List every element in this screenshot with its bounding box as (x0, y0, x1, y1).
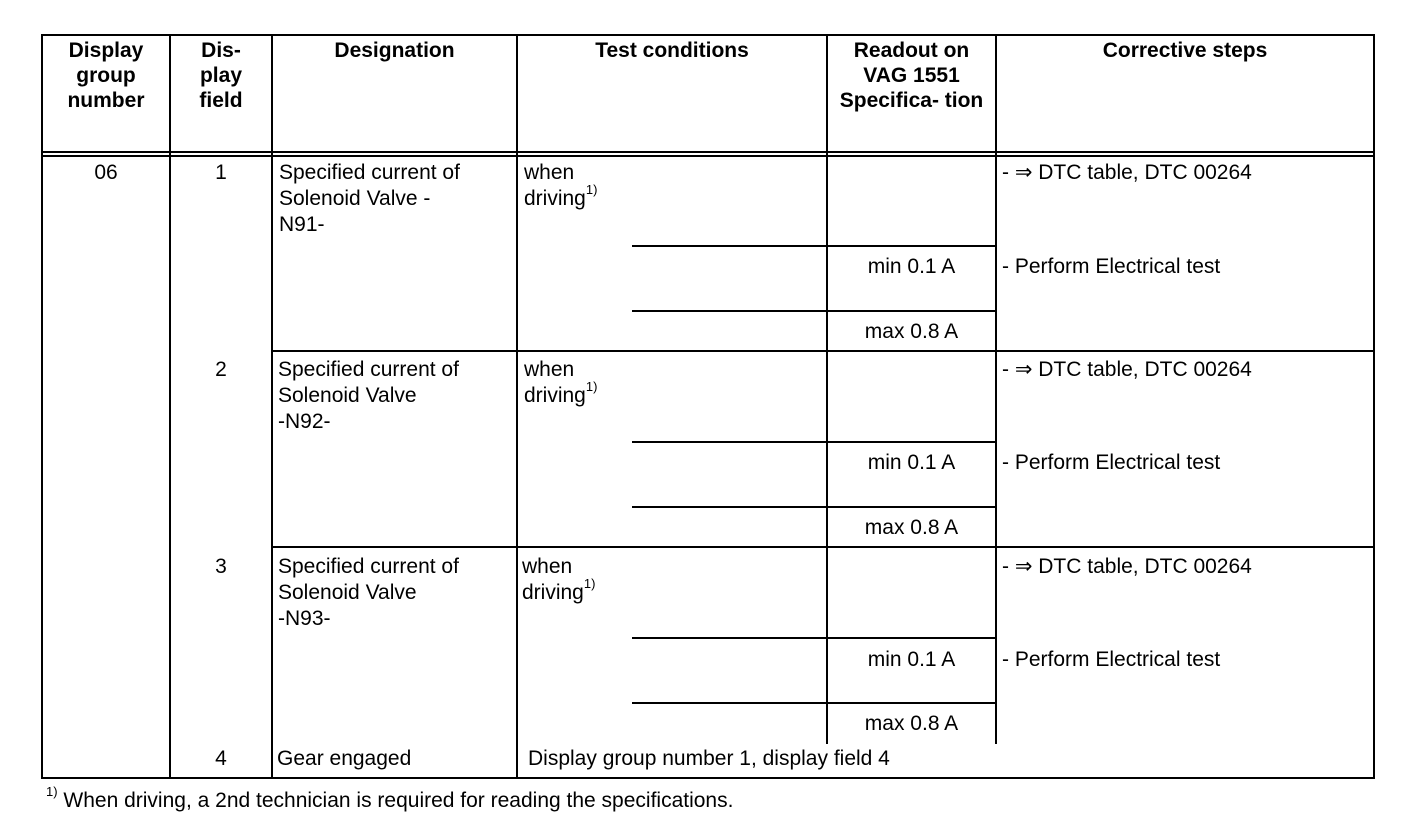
corrective-step-dtc: - ⇒ DTC table, DTC 00264 (1002, 358, 1252, 381)
spec-line (632, 637, 996, 639)
group-number: 06 (94, 161, 118, 184)
header-test-conditions: Test conditions (595, 39, 749, 62)
corrective-step-electrical: - Perform Electrical test (1002, 648, 1221, 671)
footnote-mark: 1) (585, 182, 598, 197)
header-readout: Readout on VAG 1551 Specifica- tion (839, 39, 984, 112)
corrective-step-dtc: - ⇒ DTC table, DTC 00264 (1002, 555, 1252, 578)
spec-min: min 0.1 A (867, 648, 956, 671)
header-separator (41, 151, 1375, 153)
col-divider-3 (516, 34, 518, 779)
footnote-mark: 1) (583, 576, 596, 591)
designation-line: Solenoid Valve (278, 581, 417, 604)
display-field: 4 (215, 747, 227, 770)
test-condition-driving: driving$^{1)}$ (522, 576, 596, 604)
footnote: $^{1)}$ When driving, a 2nd technician is required for reading the specifications. (46, 784, 734, 812)
spec-max: max 0.8 A (864, 516, 959, 539)
spec-line (632, 506, 996, 508)
designation-line: N91- (279, 213, 325, 236)
spec-line (632, 310, 996, 312)
footnote-mark: 1) (585, 379, 598, 394)
designation-line: Specified current of (279, 161, 460, 184)
designation-line: Specified current of (278, 555, 459, 578)
spec-line (632, 702, 996, 704)
test-condition-driving: driving$^{1)}$ (524, 182, 598, 210)
table-bottom-border (41, 777, 1375, 779)
designation-line: -N93- (278, 607, 331, 630)
designation-line: -N92- (278, 410, 331, 433)
col-divider-2 (271, 34, 273, 779)
designation-line: Solenoid Valve (278, 384, 417, 407)
header-corrective-steps: Corrective steps (1102, 39, 1268, 62)
row-separator-2 (271, 546, 1375, 548)
corrective-step-electrical: - Perform Electrical test (1002, 255, 1221, 278)
table-left-border (41, 34, 43, 779)
corrective-step-dtc: - ⇒ DTC table, DTC 00264 (1002, 161, 1252, 184)
spec-min: min 0.1 A (867, 255, 956, 278)
spec-max: max 0.8 A (864, 712, 959, 735)
header-display-group-number: Display group number (67, 39, 145, 112)
footnote-mark: 1) (46, 784, 58, 799)
spec-max: max 0.8 A (864, 320, 959, 343)
corrective-step-electrical: - Perform Electrical test (1002, 451, 1221, 474)
designation-line: Specified current of (278, 358, 459, 381)
display-field: 2 (215, 358, 227, 381)
spec-line (632, 441, 996, 443)
test-condition: when (522, 555, 573, 578)
header-display-field: Dis- play field (199, 39, 243, 112)
display-field: 1 (215, 161, 227, 184)
header-separator-2 (41, 155, 1375, 157)
header-designation: Designation (334, 39, 455, 62)
test-condition-driving: driving$^{1)}$ (524, 379, 598, 407)
test-condition: when (524, 358, 575, 381)
row-separator-1 (271, 350, 1375, 352)
designation-gear-engaged: Gear engaged (277, 747, 412, 770)
display-field: 3 (215, 555, 227, 578)
table-right-border (1373, 34, 1375, 779)
test-condition: when (524, 161, 575, 184)
spec-line (632, 245, 996, 247)
spec-min: min 0.1 A (867, 451, 956, 474)
row4-note: Display group number 1, display field 4 (528, 746, 896, 772)
designation-line: Solenoid Valve - (279, 187, 431, 210)
table-top-border (41, 34, 1375, 36)
col-divider-1 (169, 34, 171, 779)
